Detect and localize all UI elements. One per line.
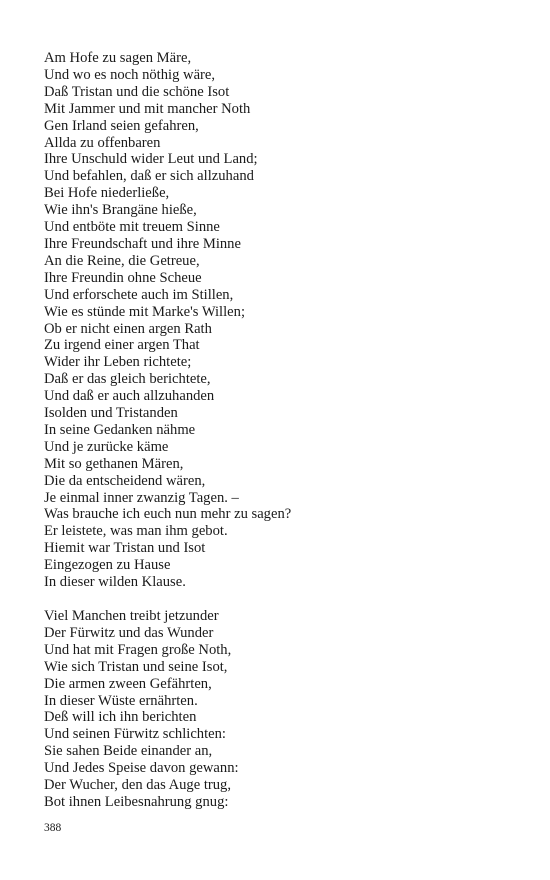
verse-line: In dieser Wüste ernährten. bbox=[44, 692, 198, 709]
verse-line: Je einmal inner zwanzig Tagen. – bbox=[44, 489, 239, 506]
verse-line: Ihre Freundin ohne Scheue bbox=[44, 269, 202, 286]
verse-line: Viel Manchen treibt jetzunder bbox=[44, 608, 219, 624]
verse-line: An die Reine, die Getreue, bbox=[44, 252, 200, 269]
verse-line: Und Jedes Speise davon gewann: bbox=[44, 760, 239, 777]
verse-line: Mit so gethanen Mären, bbox=[44, 455, 184, 472]
verse-line: In dieser wilden Klause. bbox=[44, 574, 186, 591]
verse-line: Wie ihn's Brangäne hieße, bbox=[44, 202, 197, 219]
verse-line: Hiemit war Tristan und Isot bbox=[44, 540, 206, 557]
verse-line: Ob er nicht einen argen Rath bbox=[44, 320, 212, 337]
verse-line: Und seinen Fürwitz schlichten: bbox=[44, 726, 226, 743]
verse-line: Und entböte mit treuem Sinne bbox=[44, 219, 220, 236]
verse-line: Und hat mit Fragen große Noth, bbox=[44, 641, 232, 658]
verse-line: Sie sahen Beide einander an, bbox=[44, 743, 213, 760]
verse-line: Deß will ich ihn berichten bbox=[44, 709, 197, 726]
verse-line: Der Fürwitz und das Wunder bbox=[44, 624, 214, 641]
verse-line: Er leistete, was man ihm gebot. bbox=[44, 523, 228, 540]
verse-line: Was brauche ich euch nun mehr zu sagen? bbox=[44, 506, 292, 523]
verse-line: Und befahlen, daß er sich allzuhand bbox=[44, 168, 254, 185]
verse-line: Am Hofe zu sagen Märe, bbox=[44, 50, 192, 66]
stanza-1 bbox=[44, 50, 524, 591]
verse-line: Mit Jammer und mit mancher Noth bbox=[44, 100, 251, 117]
verse-line: Allda zu offenbaren bbox=[44, 134, 161, 151]
verse-line: Ihre Freundschaft und ihre Minne bbox=[44, 235, 241, 252]
verse-line: Daß Tristan und die schöne Isot bbox=[44, 83, 230, 100]
verse-line: Die da entscheidend wären, bbox=[44, 472, 206, 489]
poem-text bbox=[44, 50, 524, 811]
verse-line: Und erforschete auch im Stillen, bbox=[44, 286, 234, 303]
verse-line: Daß er das gleich berichtete, bbox=[44, 371, 211, 388]
verse-line: Bot ihnen Leibesnahrung gnug: bbox=[44, 793, 229, 810]
verse-line: Eingezogen zu Hause bbox=[44, 557, 171, 574]
verse-line: Ihre Unschuld wider Leut und Land; bbox=[44, 151, 258, 168]
verse-line: Wider ihr Leben richtete; bbox=[44, 354, 192, 371]
verse-line: Wie es stünde mit Marke's Willen; bbox=[44, 303, 245, 320]
verse-line: Bei Hofe niederließe, bbox=[44, 185, 170, 202]
verse-line: Zu irgend einer argen That bbox=[44, 337, 200, 354]
verse-line: Und daß er auch allzuhanden bbox=[44, 388, 215, 405]
verse-line: Wie sich Tristan und seine Isot, bbox=[44, 658, 228, 675]
stanza-2 bbox=[44, 608, 524, 811]
verse-line: Und je zurücke käme bbox=[44, 438, 169, 455]
verse-line: Gen Irland seien gefahren, bbox=[44, 117, 199, 134]
verse-line: Und wo es noch nöthig wäre, bbox=[44, 66, 216, 83]
verse-line: Isolden und Tristanden bbox=[44, 405, 178, 422]
verse-line: Die armen zween Gefährten, bbox=[44, 675, 212, 692]
verse-line: In seine Gedanken nähme bbox=[44, 421, 196, 438]
page-number: 388 bbox=[44, 822, 62, 834]
verse-line: Der Wucher, den das Auge trug, bbox=[44, 777, 232, 794]
